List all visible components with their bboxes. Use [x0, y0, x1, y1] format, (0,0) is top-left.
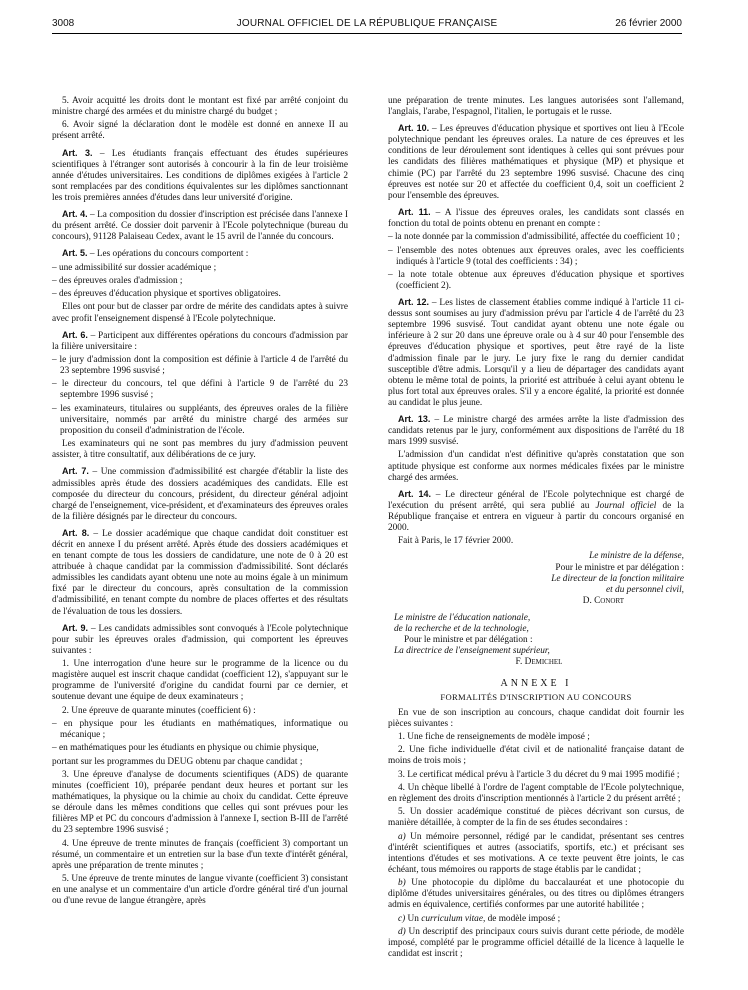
article-label: Art. 5. — [62, 248, 88, 259]
article-3: Art. 3. – Les étudiants français effectuant des études supérieures scientifiques à l'étranger sont autorisés à concourir à la fin de leur troisième année d'études universitaires. Les conditions de diplômes exigées à l'article 2 sont remplacées par des conditions équivalentes sur les diplômes sanctionnant les trois premières années d'études dans leur université d'origine. — [52, 147, 348, 203]
list-item: – l'ensemble des notes obtenues aux épreuves orales, avec les coefficients indiqués à l'article 9 (total des coefficients : 34) ; — [388, 245, 684, 267]
article-9: Art. 9. – Les candidats admissibles sont convoqués à l'Ecole polytechnique pour subir les épreuves orales d'admission, qui comportent les épreuves suivantes : — [52, 622, 348, 656]
left-column — [52, 96, 348, 910]
list-item: – des épreuves orales d'admission ; — [52, 275, 183, 286]
article-label: Art. 13. — [398, 414, 431, 424]
list-item: – la note totale obtenue aux épreuves d'éducation physique et sportives (coefficient 2). — [388, 269, 684, 291]
article-5: Art. 5. – Les opérations du concours comportent : — [62, 248, 249, 260]
signatory-role: La directrice de l'enseignement supérieur, — [394, 646, 550, 657]
paragraph: 2. Une épreuve de quarante minutes (coefficient 6) : — [62, 705, 256, 716]
signatory-title: de la recherche et de la technologie, — [394, 623, 529, 634]
list-item: – une admissibilité sur dossier académique ; — [52, 262, 217, 273]
page-number: 3008 — [52, 18, 75, 29]
list-item: – en mathématiques pour les étudiants en physique ou chimie physique, — [52, 743, 319, 754]
signatory-title: Le ministre de l'éducation nationale, — [394, 612, 531, 623]
list-item: 1. Une fiche de renseignements de modèle imposé ; — [398, 731, 590, 742]
list-item: – le directeur du concours, tel que défini à l'article 9 de l'arrêté du 23 septembre 1996 susvisé ; — [52, 379, 348, 401]
signatory-role: Le directeur de la fonction militaire — [551, 573, 684, 584]
article-6: Art. 6. – Participent aux différentes opérations du concours d'admission par la filière universitaire : — [52, 329, 348, 352]
list-item: – le jury d'admission dont la composition est définie à l'article 4 de l'arrêté du 23 septembre 1996 susvisé ; — [52, 355, 348, 377]
article-10: Art. 10. – Les épreuves d'éducation physique et sportives ont lieu à l'Ecole polytechnique pendant les épreuves orales. La nature de ces épreuves et les conditions de leur déroulement sont identiques à celles qui sont prévues pour les candidats des filières mathématiques et physique (MP) et physique et chimie (PC) par l'arrêté du 23 septembre 1996 susvisé. Chacune des cinq épreuves est notée sur 20 et affectée du coefficient 0,4, soit un coefficient 2 pour l'ensemble des épreuves. — [388, 123, 684, 201]
header-rule — [52, 33, 682, 34]
paragraph: Les examinateurs qui ne sont pas membres du jury d'admission peuvent assister, à titre consultatif, aux délibérations de ce jury. — [52, 439, 348, 461]
article-14: Art. 14. – Le directeur général de l'Ecole polytechnique est chargé de l'exécution du présent arrêté, qui sera publié au Journal officiel de la République française et entrera en vigueur à partir du concours organisé en 2000. — [388, 488, 685, 534]
article-11: Art. 11. – A l'issue des épreuves orales, les candidats sont classés en fonction du total de points obtenu en prenant en compte : — [388, 206, 685, 229]
article-label: Art. 6. — [62, 329, 88, 340]
article-label: Art. 7. — [62, 466, 89, 477]
article-label: Art. 8. — [62, 527, 90, 538]
journal-title: JOURNAL OFFICIEL DE LA RÉPUBLIQUE FRANÇAISE — [236, 18, 498, 29]
article-12: Art. 12. – Les listes de classement établies comme indiqué à l'article 11 ci-dessus sont soumises au jury d'admission prévu par l'article 4 de l'arrêté du 23 septembre 1996 susvisé. Tout candidat ayant obtenu une note égale ou inférieure à 2 sur 20 dans une épreuve orale ou à 4 sur 40 pour l'ensemble des épreuves d'éducation physique et sportives, peut être rayé de la liste d'admission finale par le jury. Le jury fixe le rang du dernier candidat susceptible d'être admis. Lorsqu'il y a lieu de départager des candidats ayant obtenu le même total de points, la priorité est attribuée à celui ayant obtenu le plus fort total aux épreuves orales. S'il y a encore égalité, la priorité est donnée au candidat le plus jeune. — [388, 297, 684, 408]
signatory-role: et du personnel civil, — [606, 584, 684, 595]
sub-item-a: a) Un mémoire personnel, rédigé par le candidat, présentant ses centres d'intérêt scientifiques et autres (associatifs, sportifs, etc.) et précisant ses intentions d'études et ses motivations. A ce texte peuvent être joints, le cas échéant, tous mémoires ou rapports de stage établis par le candidat ; — [388, 831, 684, 875]
article-label: Art. 12. — [398, 297, 430, 308]
paragraph: Elles ont pour but de classer par ordre de mérite des candidats aptes à suivre avec profit l'enseignement dispensé à l'Ecole polytechnique. — [52, 302, 348, 324]
sub-item-d: d) Un descriptif des principaux cours suivis durant cette période, de modèle imposé, complété par le programme officiel détaillé de la licence à laquelle le candidat est inscrit ; — [388, 926, 684, 960]
signature-block-education — [388, 613, 684, 668]
list-item: 5. Un dossier académique constitué de pièces décrivant son cursus, de manière détaillée, à compter de la fin de ses études secondaires : — [388, 807, 684, 829]
article-7: Art. 7. – Une commission d'admissibilité est chargée d'établir la liste des admissibles après étude des dossiers académiques des candidats. Elle est composée du directeur du concours, président, du directeur général adjoint chargé de l'enseignement, vice-président, et d'examinateurs des épreuves orales de la filière désignés par le directeur du concours. — [52, 466, 348, 522]
paragraph: 6. Avoir signé la déclaration dont le modèle est donné en annexe II au présent arrêté. — [52, 120, 348, 142]
article-label: Art. 3. — [62, 147, 93, 158]
list-item: 4. Un chèque libellé à l'ordre de l'agent comptable de l'Ecole polytechnique, en règlement des droits d'inscription mentionnés à l'article 2 du présent arrêté ; — [388, 782, 684, 804]
delegation-line: Pour le ministre et par délégation : — [555, 562, 684, 573]
paragraph: L'admission d'un candidat n'est définitive qu'après constatation que son aptitude physique est conforme aux normes médicales fixées par le ministre chargé des armées. — [388, 450, 684, 483]
article-4: Art. 4. – La composition du dossier d'inscription est précisée dans l'annexe I du présent arrêté. Ce dossier doit parvenir à l'Ecole polytechnique (bureau du concours), 91128 Palaiseau Cedex, avant le 15 avril de l'année du concours. — [52, 209, 348, 243]
journal-name: Journal officiel — [595, 500, 657, 511]
signature-block-defense — [388, 551, 684, 606]
list-item: 2. Une fiche individuelle d'état civil et de nationalité française datant de moins de trois mois ; — [388, 745, 684, 767]
paragraph: portant sur les programmes du DEUG obtenu par chaque candidat ; — [52, 756, 303, 767]
list-item: – en physique pour les étudiants en mathématiques, informatique ou mécanique ; — [52, 718, 348, 741]
list-item: 3. Le certificat médical prévu à l'article 3 du décret du 9 mai 1995 modifié ; — [398, 769, 680, 780]
sub-item-c: c) Un curriculum vitae, de modèle imposé ; — [398, 913, 561, 924]
article-label: Art. 9. — [62, 622, 89, 633]
paragraph: 5. Une épreuve de trente minutes de langue vivante (coefficient 3) consistant en une analyse et un commentaire d'un article d'ordre général tiré d'un journal ou d'une revue de langue étrangère, après — [52, 874, 348, 907]
paragraph: En vue de son inscription au concours, chaque candidat doit fournir les pièces suivantes : — [388, 707, 684, 729]
paragraph: 5. Avoir acquitté les droits dont le montant est fixé par arrêté conjoint du ministre chargé des armées et du ministre chargé du budget ; — [52, 96, 348, 118]
article-label: Art. 4. — [62, 209, 88, 220]
delegation-line: Pour le ministre et par délégation : — [404, 635, 533, 646]
issue-date: 26 février 2000 — [615, 18, 682, 29]
signing-place-date: Fait à Paris, le 17 février 2000. — [398, 536, 514, 547]
list-item: – la note donnée par la commission d'admissibilité, affectée du coefficient 10 ; — [388, 232, 680, 243]
article-8: Art. 8. – Le dossier académique que chaque candidat doit constituer est décrit en annexe I du présent arrêté. Après étude des dossiers académiques et en tenant compte de tous les dossiers de candidature, une note de 0 à 20 est attribuée à chaque candidat par la commission d'admissibilité. Sont déclarés admissibles les candidats ayant obtenu une note au moins égale à un minimum fixé par le directeur du concours, après consultation de la commission d'admissibilité, en tenant compte du nombre de places offertes et des résultats de l'évaluation de tous les dossiers. — [52, 527, 348, 617]
annex-subtitle: FORMALITÉS D'INSCRIPTION AU CONCOURS — [440, 692, 632, 703]
article-label: Art. 11. — [398, 206, 431, 217]
paragraph: une préparation de trente minutes. Les langues autorisées sont l'allemand, l'anglais, l'arabe, l'espagnol, l'italien, le portugais et le russe. — [388, 96, 684, 118]
list-item: – des épreuves d'éducation physique et sportives obligatoires. — [52, 289, 281, 300]
paragraph: 3. Une épreuve d'analyse de documents scientifiques (ADS) de quarante minutes (coefficient 10), préparée pendant deux heures et portant sur les mathématiques, la physique ou la chimie au choix du candidat. Cette épreuve se déroule dans les mêmes conditions que celles qui sont prévues pour les filières MP et PC du concours d'admission à l'annexe I, section B-III de l'arrêté du 23 septembre 1996 susvisé ; — [52, 769, 348, 836]
article-label: Art. 10. — [398, 123, 430, 134]
paragraph: 4. Une épreuve de trente minutes de français (coefficient 3) comportant un résumé, un commentaire et un entretien sur la base d'un texte d'intérêt général, après une préparation de trente minutes ; — [52, 838, 348, 871]
sub-item-b: b) Une photocopie du diplôme du baccalauréat et une photocopie du diplôme d'études universitaires générales, ou des titres ou diplômes étrangers admis en équivalence, certifiés conformes par une autorité habilitée ; — [388, 878, 684, 911]
page-header — [52, 18, 682, 34]
signatory-name: F. Demichel — [515, 657, 563, 668]
right-column — [388, 96, 684, 962]
list-item: – les examinateurs, titulaires ou suppléants, des épreuves orales de la filière universitaire, nommés par arrêté du ministre chargé des armées sur proposition du conseil d'administration de l'école. — [52, 403, 348, 436]
signatory-name: D. Conort — [582, 595, 624, 606]
article-label: Art. 14. — [398, 488, 431, 499]
paragraph: 1. Une interrogation d'une heure sur le programme de la licence ou du magistère auquel est inscrit chaque candidat (coefficient 12), s'appuyant sur le programme de l'université d'origine du candidat fourni par ce dernier, et soutenue devant une équipe de deux examinateurs ; — [52, 659, 348, 703]
signatory-title: Le ministre de la défense, — [589, 551, 684, 562]
article-13: Art. 13. – Le ministre chargé des armées arrête la liste d'admission des candidats retenus par le jury, conformément aux dispositions de l'arrêté du 18 mars 1999 susvisé. — [388, 414, 684, 448]
annex-title: ANNEXE I — [500, 678, 572, 690]
